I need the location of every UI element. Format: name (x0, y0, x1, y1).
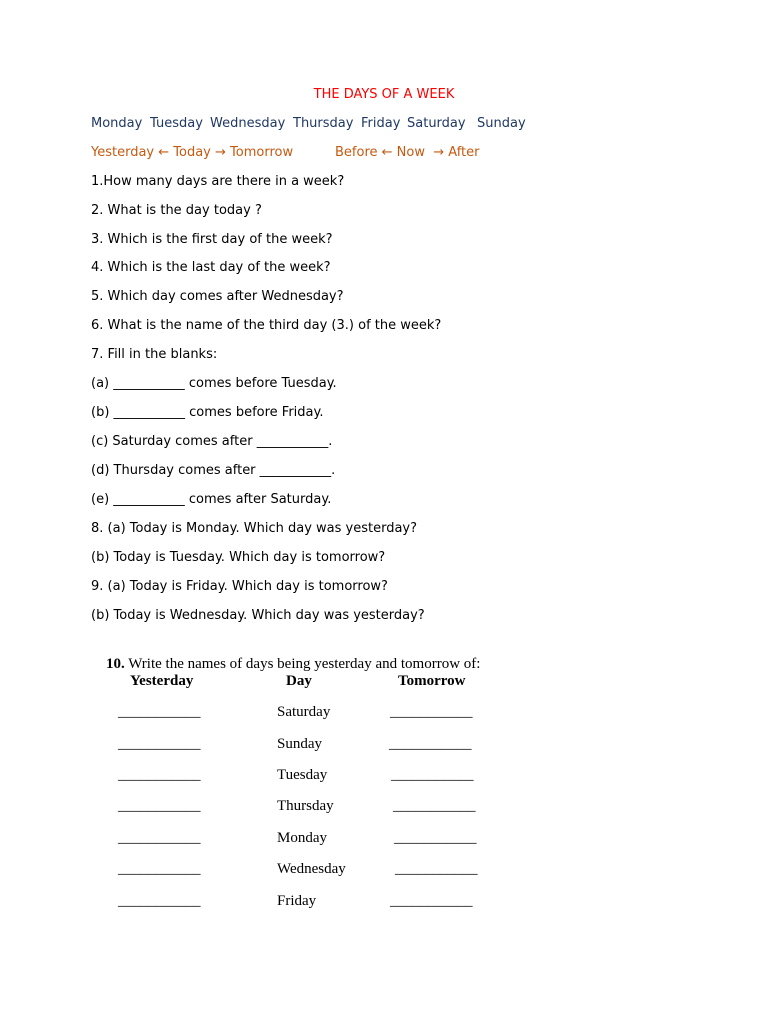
question-1: 1.How many days are there in a week? (91, 174, 345, 189)
question-2: 2. What is the day today ? (91, 203, 262, 218)
question-7b: (b) ___________ comes before Friday. (91, 405, 324, 420)
tomorrow-blank: ___________ (391, 767, 474, 783)
table-day: Friday (277, 893, 317, 909)
yesterday-blank: ___________ (118, 798, 201, 814)
yesterday-blank: ___________ (118, 704, 201, 720)
question-7c: (c) Saturday comes after ___________. (91, 434, 333, 449)
yesterday-blank: ___________ (118, 736, 201, 752)
yesterday-blank: ___________ (118, 767, 201, 783)
question-10-text: Write the names of days being yesterday and tomorrow of: (124, 656, 481, 672)
day-wednesday: Wednesday (210, 116, 286, 131)
question-7: 7. Fill in the blanks: (91, 347, 218, 362)
table-day: Monday (277, 830, 327, 846)
header-tomorrow: Tomorrow (398, 673, 466, 689)
sequence-yesterday-today-tomorrow: Yesterday ← Today → Tomorrow (91, 145, 294, 160)
day-monday: Monday (91, 116, 143, 131)
question-7a: (a) ___________ comes before Tuesday. (91, 376, 337, 391)
question-9b: (b) Today is Wednesday. Which day was yesterday? (91, 608, 425, 623)
day-thursday: Thursday (293, 116, 354, 131)
table-day: Wednesday (277, 861, 346, 877)
question-8b: (b) Today is Tuesday. Which day is tomorrow? (91, 550, 386, 565)
question-8a: 8. (a) Today is Monday. Which day was yesterday? (91, 521, 418, 536)
tomorrow-blank: ___________ (393, 798, 476, 814)
tomorrow-blank: ___________ (390, 893, 473, 909)
yesterday-blank: ___________ (118, 830, 201, 846)
question-3: 3. Which is the first day of the week? (91, 232, 333, 247)
day-tuesday: Tuesday (150, 116, 203, 131)
day-friday: Friday (361, 116, 401, 131)
tomorrow-blank: ___________ (394, 830, 477, 846)
question-5: 5. Which day comes after Wednesday? (91, 289, 344, 304)
question-7d: (d) Thursday comes after ___________. (91, 463, 336, 478)
worksheet-title: THE DAYS OF A WEEK (313, 87, 455, 102)
header-yesterday: Yesterday (130, 673, 194, 689)
question-6: 6. What is the name of the third day (3.) of the week? (91, 318, 442, 333)
day-sunday: Sunday (477, 116, 526, 131)
tomorrow-blank: ___________ (395, 861, 478, 877)
day-saturday: Saturday (407, 116, 466, 131)
question-4: 4. Which is the last day of the week? (91, 260, 331, 275)
question-7e: (e) ___________ comes after Saturday. (91, 492, 332, 507)
table-day: Saturday (277, 704, 331, 720)
tomorrow-blank: ___________ (390, 704, 473, 720)
header-day: Day (286, 673, 312, 689)
table-day: Thursday (277, 798, 334, 814)
sequence-before-now-after: Before ← Now → After (335, 145, 480, 160)
yesterday-blank: ___________ (118, 861, 201, 877)
tomorrow-blank: ___________ (389, 736, 472, 752)
table-day: Tuesday (277, 767, 328, 783)
question-10-number: 10. (106, 656, 125, 672)
question-9a: 9. (a) Today is Friday. Which day is tomorrow? (91, 579, 388, 594)
yesterday-blank: ___________ (118, 893, 201, 909)
table-day: Sunday (277, 736, 322, 752)
